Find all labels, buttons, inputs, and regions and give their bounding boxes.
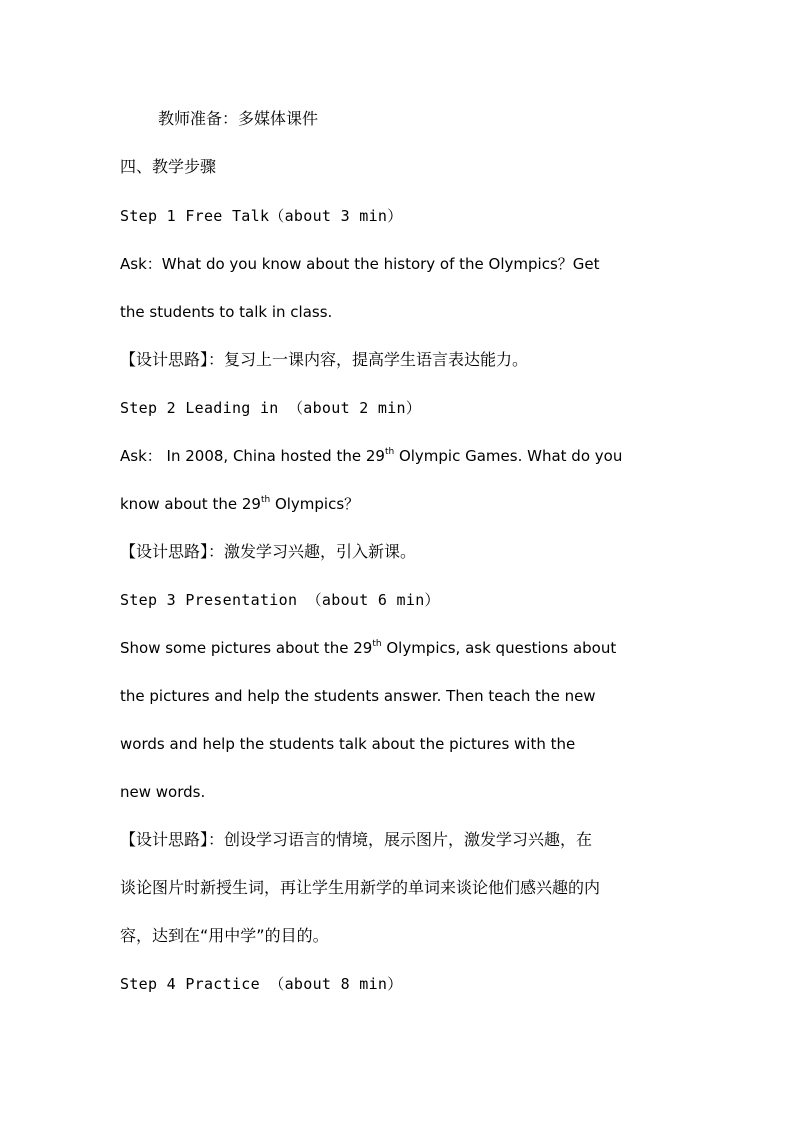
step2-ask-text-a: Ask： In 2008, China hosted the 29 <box>120 447 385 465</box>
ordinal-suffix: th <box>372 639 382 649</box>
step1-design-note: 【设计思路】：复习上一课内容，提高学生语言表达能力。 <box>120 350 529 369</box>
step3-title: Step 3 Presentation （about 6 min） <box>120 591 440 609</box>
section-heading: 四、教学步骤 <box>120 157 217 176</box>
step1-ask-line1: Ask：What do you know about the history of the Olympics？Get <box>120 255 600 273</box>
step2-ask2-text-b: Olympics？ <box>270 495 360 513</box>
step3-design-line3: 容，达到在“用中学”的目的。 <box>120 926 329 945</box>
step3-line1-text-b: Olympics, ask questions about <box>381 639 617 657</box>
step4-title: Step 4 Practice （about 8 min） <box>120 975 403 993</box>
step3-line1-text-a: Show some pictures about the 29 <box>120 639 373 657</box>
step2-design-note: 【设计思路】：激发学习兴趣，引入新课。 <box>120 542 417 561</box>
teacher-prep-line: 教师准备：多媒体课件 <box>158 109 319 128</box>
step2-ask-line2 <box>120 493 680 515</box>
step3-design-line2: 谈论图片时新授生词，再让学生用新学的单词来谈论他们感兴趣的内 <box>120 878 601 897</box>
step3-line4: new words. <box>120 783 206 801</box>
step1-ask-line2: the students to talk in class. <box>120 303 333 321</box>
step3-line2: the pictures and help the students answer. Then teach the new <box>120 687 596 705</box>
step2-ask-text-b: Olympic Games. What do you <box>394 447 623 465</box>
ordinal-suffix: th <box>384 447 395 457</box>
step3-line1 <box>120 637 680 659</box>
step1-title: Step 1 Free Talk（about 3 min） <box>120 207 403 225</box>
step3-design-line1: 【设计思路】：创设学习语言的情境，展示图片，激发学习兴趣，在 <box>120 830 593 849</box>
ordinal-suffix: th <box>260 495 271 505</box>
step2-ask2-text-a: know about the 29 <box>120 495 261 513</box>
step2-title: Step 2 Leading in （about 2 min） <box>120 399 422 417</box>
step3-line3: words and help the students talk about the pictures with the <box>120 735 576 753</box>
step2-ask-line1 <box>120 445 680 467</box>
